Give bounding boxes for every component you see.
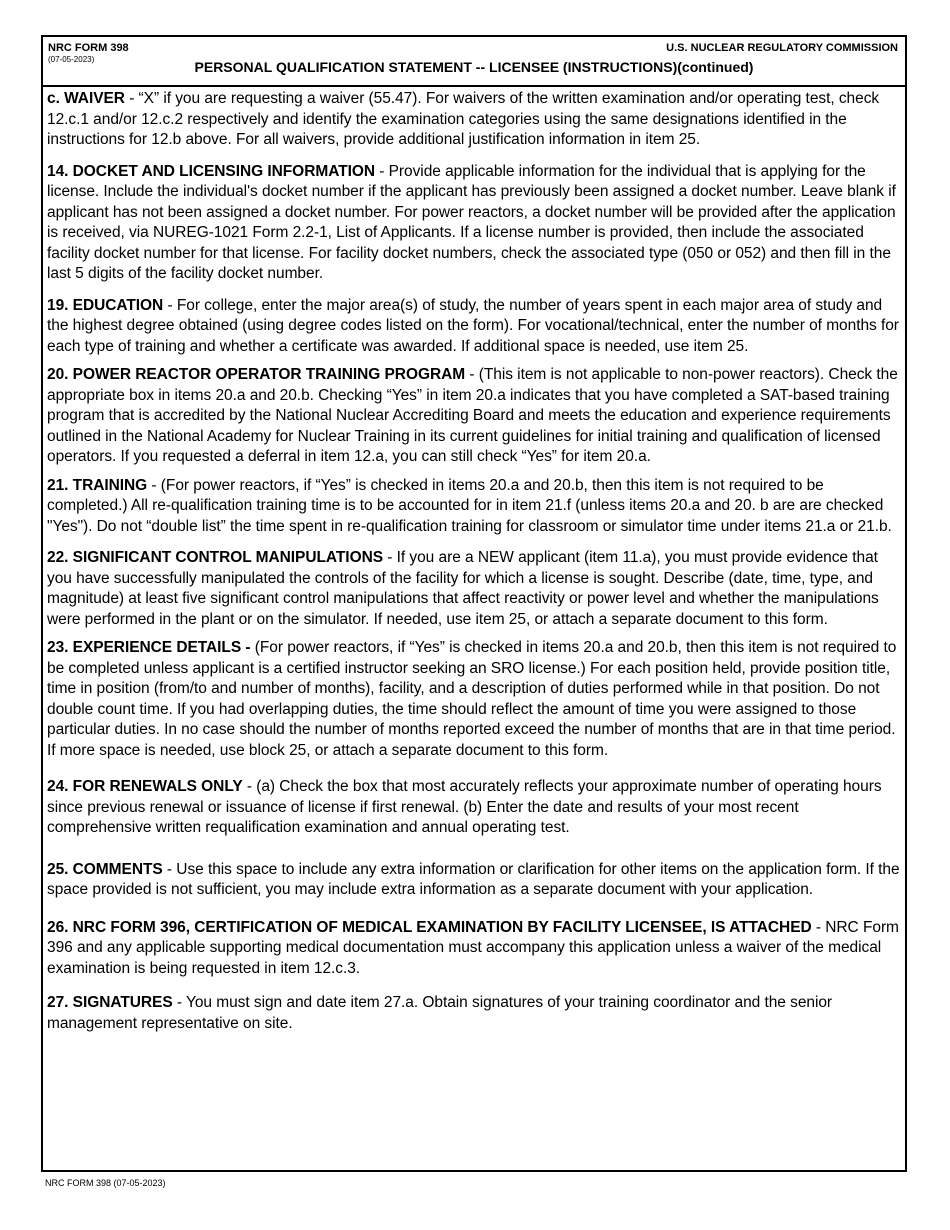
section-text: - (a) Check the box that most accurately reflects your approximate number of operating hours since previous renewal or issuance of license if first renewal. (b) Enter the date and results of your most recent comprehensive written requalification examination and annual operating test. (47, 778, 882, 836)
section-waiver (47, 89, 905, 151)
section-heading: c. WAIVER (47, 90, 125, 107)
section-medical-certification (47, 918, 905, 980)
section-control-manipulations (47, 548, 905, 630)
instructions-body (43, 87, 905, 1034)
section-text: - (For power reactors, if “Yes” is checked in items 20.a and 20.b, then this item is not required to be completed.) All re-qualification training time is to be accounted for in item 21.f (unless items 20.a and 20. b are are checked "Yes"). Do not “double list” the time spent in re-qualification training for classroom or simulator time under items 21.a or 21.b. (47, 476, 892, 535)
section-training (47, 476, 905, 538)
agency-name: U.S. NUCLEAR REGULATORY COMMISSION (666, 42, 898, 54)
form-title: PERSONAL QUALIFICATION STATEMENT -- LICENSEE (INSTRUCTIONS)(continued) (194, 59, 754, 75)
section-heading: 25. COMMENTS (47, 860, 163, 878)
section-text: - For college, enter the major area(s) of study, the number of years spent in each major area of study and the highest degree obtained (using degree codes listed on the form). For vocational/technical, enter the number of months for each type of training and whether a certificate was awarded. If additional space is needed, use item 25. (47, 296, 899, 355)
section-training-program (47, 365, 905, 468)
page-footer: NRC FORM 398 (07-05-2023) (45, 1178, 166, 1188)
section-heading: 20. POWER REACTOR OPERATOR TRAINING PROGRAM (47, 366, 466, 383)
section-text: - Use this space to include any extra information or clarification for other items on the application form. If the space provided is not sufficient, you may include extra information as a separate document with your application. (47, 860, 900, 898)
section-experience-details (47, 638, 905, 761)
section-education (47, 296, 905, 358)
section-text: - If you are a NEW applicant (item 11.a), you must provide evidence that you have successfully manipulated the controls of the facility for which a license is sought. Describe (date, time, type, and magnitude) at least five significant control manipulations that affect reactivity or power level and whether the manipulations were performed in the plant or on the simulator. If needed, use item 25, or attach a separate document to this form. (47, 549, 879, 628)
section-text: - Provide applicable information for the individual that is applying for the license. Include the individual's docket number if the applicant has previously been assigned a docket number. Leave blank if applicant has not been assigned a docket number. For power reactors, a docket number will be provided after the application is received, via NUREG-1021 Form 2.2-1, List of Applicants. If a license number is provided, then include the associated facility docket number for that license. For facility docket numbers, check the associated type (050 or 052) and then fill in the last 5 digits of the facility docket number. (47, 162, 896, 282)
section-docket-licensing (47, 162, 905, 285)
section-text: (For power reactors, if “Yes” is checked in items 20.a and 20.b, then this item is not required to be completed unless applicant is a certified instructor seeking an SRO license.) For each position held, provide position title, time in position (from/to and number of months), facility, and a description of duties performed while in that position. Do not double count time. If you had overlapping duties, the time should reflect the amount of time you were assigned to those particular duties. In no case should the number of months reported exceed the number of months that are in that time period. If more space is needed, use block 25, or attach a separate document to this form. (47, 639, 897, 759)
form-page (41, 35, 907, 1172)
section-heading: 14. DOCKET AND LICENSING INFORMATION (47, 162, 376, 180)
section-text: - NRC Form 396 and any applicable supporting medical documentation must accompany this application unless a waiver of the medical examination is being requested in item 12.c.3. (47, 918, 899, 977)
form-number: NRC FORM 398 (48, 42, 129, 54)
section-text: - “X” if you are requesting a waiver (55.47). For waivers of the written examination and/or operating test, check 12.c.1 and/or 12.c.2 respectively and identify the examination categories using the same designations identified in the instructions for 12.b above. For all waivers, provide additional justification information in item 25. (47, 90, 880, 148)
section-heading: 22. SIGNIFICANT CONTROL MANIPULATIONS (47, 549, 384, 566)
section-signatures (47, 993, 905, 1034)
form-revision-date: (07-05-2023) (48, 55, 95, 64)
section-heading: 19. EDUCATION (47, 296, 164, 314)
section-text: - (This item is not applicable to non-power reactors). Check the appropriate box in items 20.a and 20.b. Checking “Yes” in item 20.a indicates that you have completed a SAT-based training program that is accredited by the National Nuclear Accrediting Board and meets the education and experience requirements outlined in the National Academy for Nuclear Training in its current guidelines for initial training and qualification of licensed operators. If you requested a deferral in item 12.a, you can still check “Yes” for item 20.a. (47, 366, 898, 465)
section-comments (47, 860, 905, 901)
section-heading: 27. SIGNATURES (47, 994, 173, 1011)
section-heading: 26. NRC FORM 396, CERTIFICATION OF MEDICAL EXAMINATION BY FACILITY LICENSEE, IS ATTACHED (47, 918, 812, 936)
section-heading: 21. TRAINING (47, 476, 148, 494)
section-heading: 24. FOR RENEWALS ONLY (47, 778, 243, 795)
section-text: - You must sign and date item 27.a. Obtain signatures of your training coordinator and the senior management representative on site. (47, 994, 833, 1032)
section-renewals (47, 777, 905, 839)
form-header (43, 37, 905, 87)
section-heading: 23. EXPERIENCE DETAILS - (47, 639, 251, 656)
